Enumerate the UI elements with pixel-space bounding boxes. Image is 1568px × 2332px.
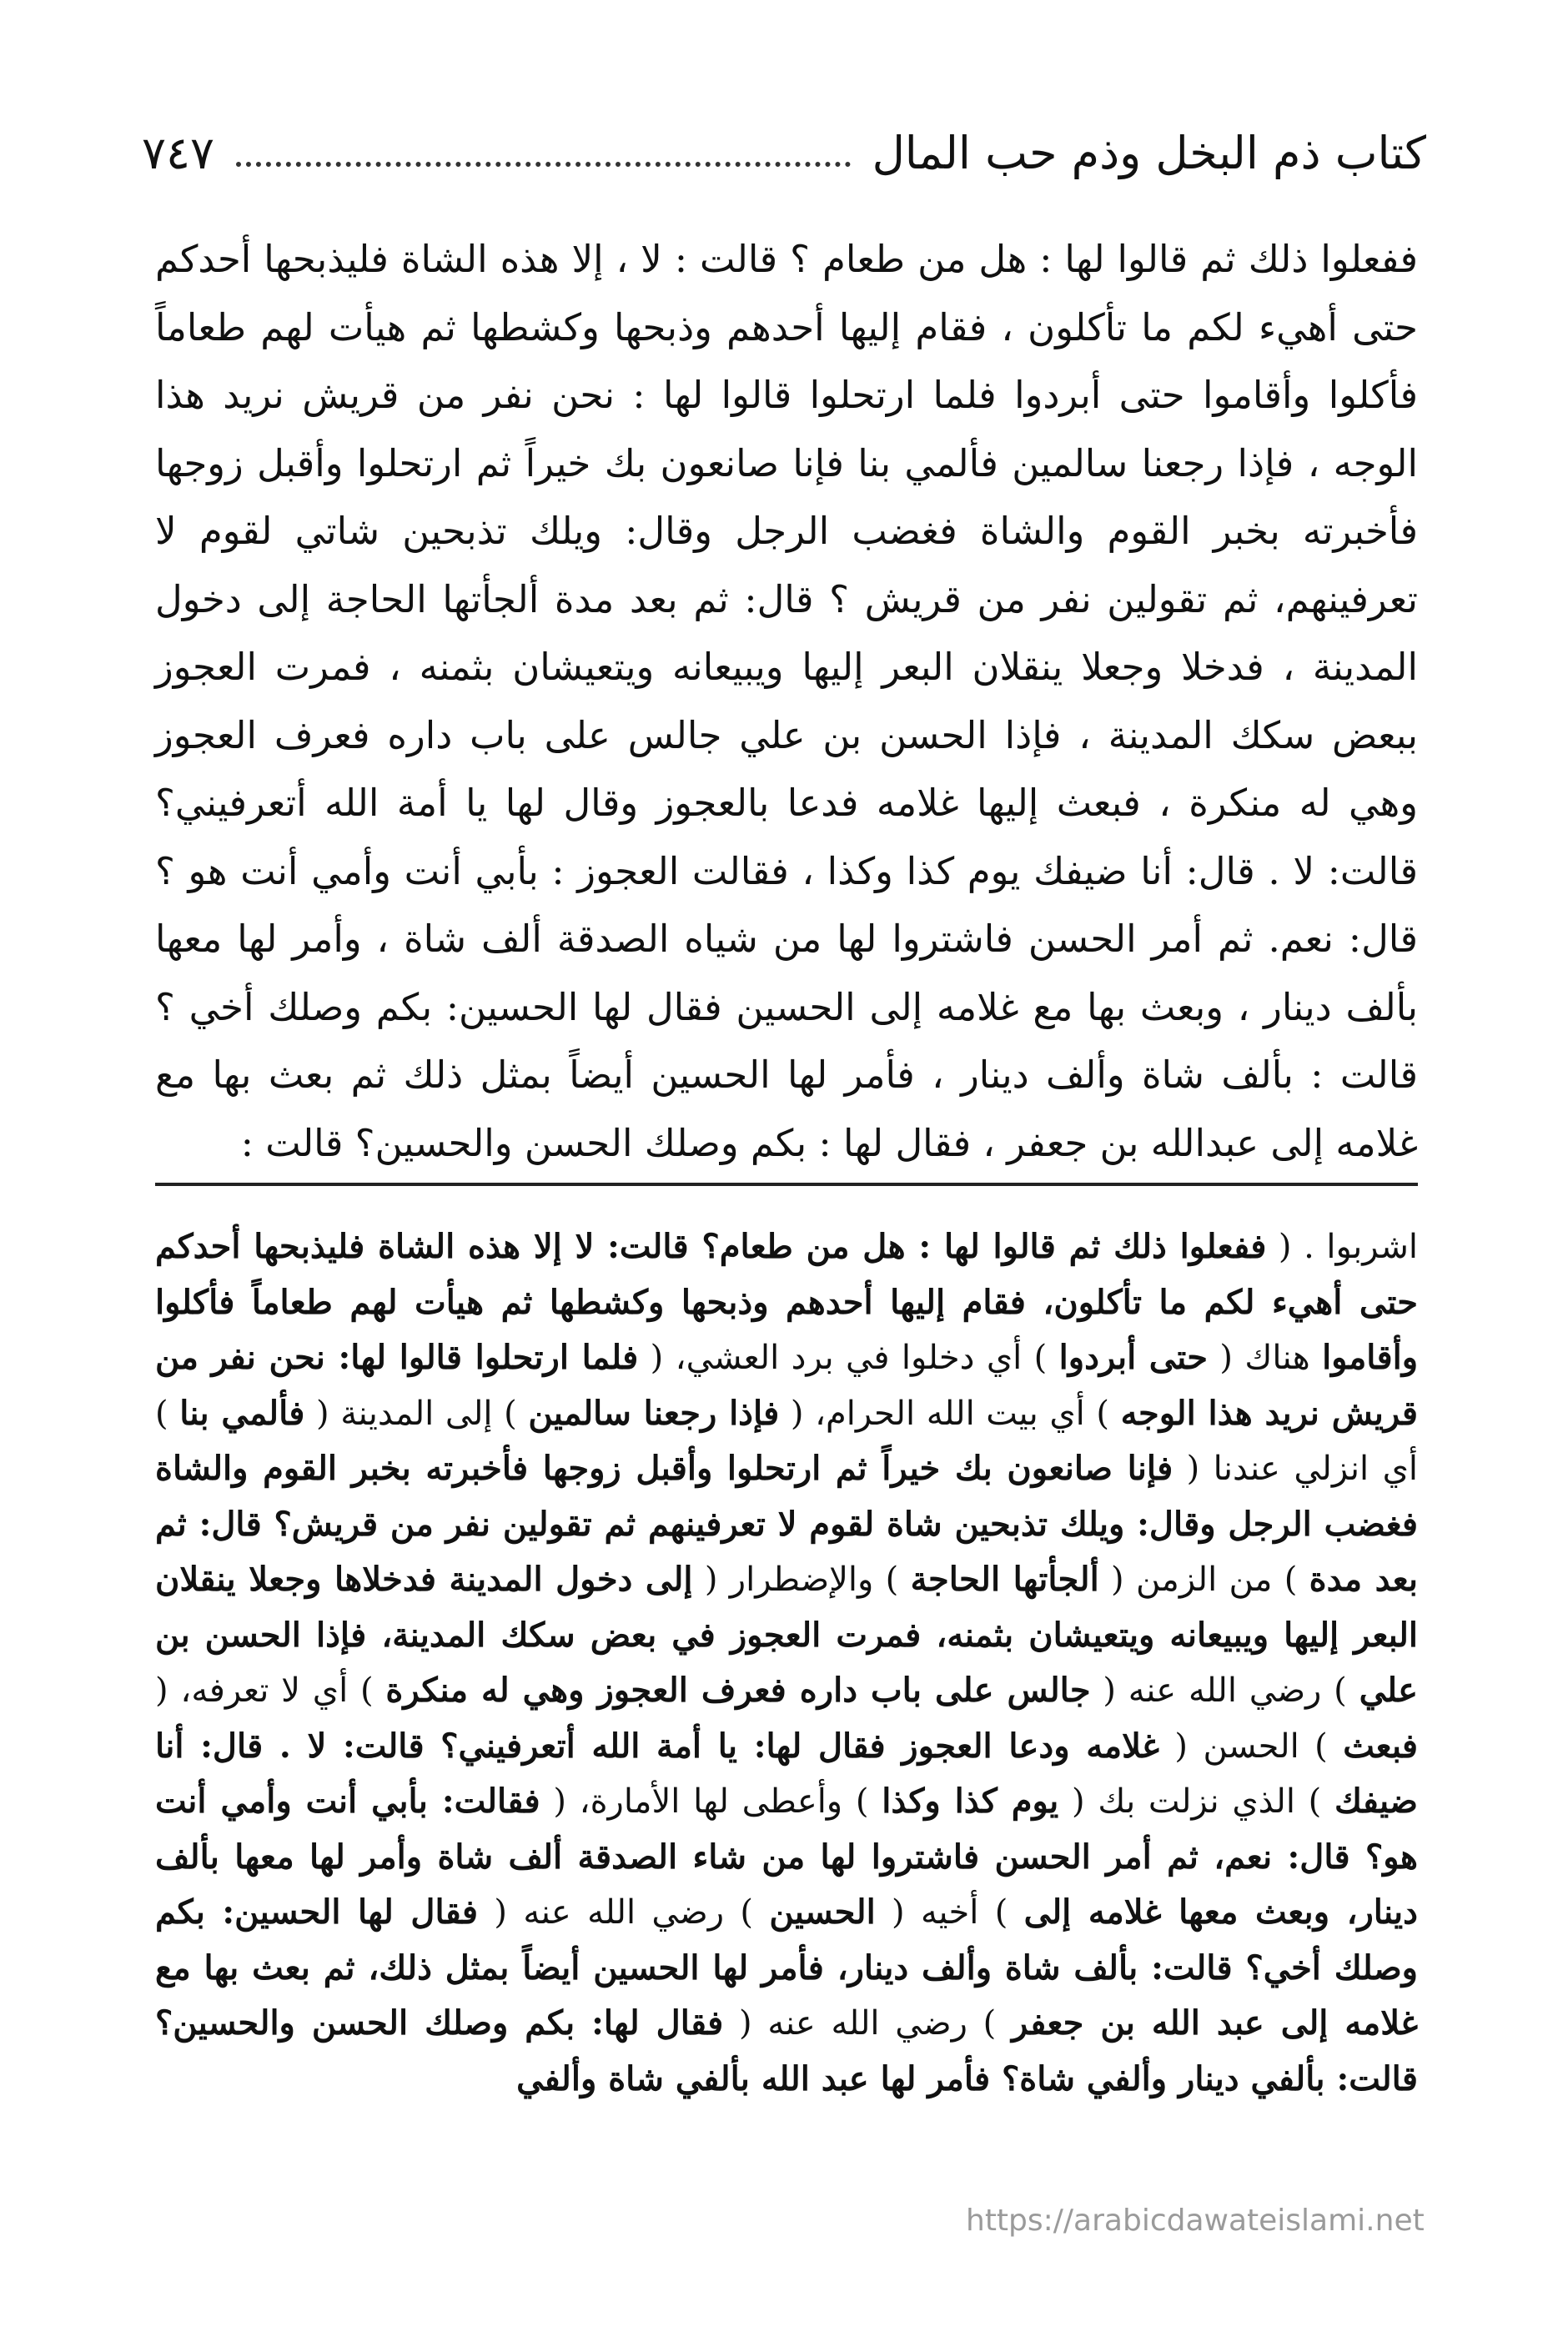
commentary-quote-run: ألجأتها الحاجة [910, 1560, 1099, 1599]
commentary-explanation-run: ) الذي نزلت بك ( [1058, 1782, 1335, 1821]
commentary-explanation-run: ) أخيه ( [875, 1893, 1024, 1932]
commentary-explanation-run: ) من الزمن ( [1098, 1561, 1309, 1599]
commentary-explanation-run: ) إلى المدينة ( [304, 1394, 529, 1433]
footnote-divider [155, 1183, 1418, 1186]
page-header [142, 115, 1426, 190]
chapter-title: كتاب ذم البخل وذم حب المال [872, 126, 1426, 179]
commentary-explanation-run: اشربوا . ( [1266, 1228, 1419, 1266]
commentary-explanation-run: هناك ( [1207, 1339, 1323, 1377]
commentary-quote-run: الحسين [769, 1892, 876, 1932]
commentary-quote-run: إلى دخول المدينة فدخلاها وجعلا ينقلان البعر إليها ويبيعانه ويتعيشان بثمنه، فمرت العجوز في بعض سكك المدينة، فإذا الحسن بن علي [155, 1560, 1419, 1710]
commentary-quote-run: فقال لها: بكم وصلك الحسن والحسين؟ قالت: بألفي دينار وألفي شاة؟ فأمر لها عبد الله بألفي شاة وألفي [155, 2003, 1418, 2098]
commentary-quote-run: يوم كذا وكذا [882, 1782, 1059, 1821]
commentary-explanation-run: ) أي لا تعرفه، ( [155, 1671, 386, 1710]
commentary-block [155, 1219, 1418, 2107]
commentary-quote-run: جالس على باب داره فعرف العجوز وهي له منكرة [385, 1671, 1091, 1710]
commentary-quote-run: ففعلوا ذلك ثم قالوا لها : هل من طعام؟ قالت: لا إلا هذه الشاة فليذبحها أحدكم حتى أهيء لكم ما تأكلون، فقام إليها أحدهم وذبحها وكشطها ثم هيأت لهم طعاماً فأكلوا وأقاموا [155, 1227, 1419, 1377]
commentary-quote-run: حتى أبردوا [1058, 1338, 1208, 1377]
commentary-quote-run: فبعث [1343, 1726, 1419, 1766]
commentary-quote-run: فإنا صانعون بك خيراً ثم ارتحلوا وأقبل زوجها فأخبرته بخبر القوم والشاة فغضب الرجل وقال: ويلك تذبحين شاة لقوم لا تعرفينهم ثم تقولين نفر من قريش؟ قال: ثم بعد مدة [155, 1449, 1418, 1599]
commentary-explanation-run: ) والإضطرار ( [692, 1561, 911, 1599]
main-paragraph: ففعلوا ذلك ثم قالوا لها : هل من طعام ؟ قالت : لا ، إلا هذه الشاة فليذبحها أحدكم حتى أهيء لكم ما تأكلون ، فقام إليها أحدهم وذبحها وكشطها ثم هيأت لهم طعاماً فأكلوا وأقاموا حتى أبردوا فلما ارتحلوا قالوا لها : نحن نفر من قريش نريد هذا الوجه ، فإذا رجعنا سالمين فألمي بنا فإنا صانعون بك خيراً ثم ارتحلوا وأقبل زوجها فأخبرته بخبر القوم والشاة فغضب الرجل وقال: ويلك تذبحين شاتي لقوم لا تعرفينهم، ثم تقولين نفر من قريش ؟ قال: ثم بعد مدة ألجأتها الحاجة إلى دخول المدينة ، فدخلا وجعلا ينقلان البعر إليها ويبيعانه ويتعيشان بثمنه ، فمرت العجوز ببعض سكك المدينة ، فإذا الحسن بن علي جالس على باب داره فعرف العجوز وهي له منكرة ، فبعث إليها غلامه فدعا بالعجوز وقال لها يا أمة الله أتعرفيني؟ قالت: لا . قال: أنا ضيفك يوم كذا وكذا ، فقالت العجوز : بأبي أنت وأمي أنت هو ؟ قال: نعم. ثم أمر الحسن فاشتروا لها من شياه الصدقة ألف شاة ، وأمر لها معها بألف دينار ، وبعث بها مع غلامه إلى الحسين فقال لها الحسين: بكم وصلك أخي ؟ قالت : بألف شاة وألف دينار ، فأمر لها الحسين أيضاً بمثل ذلك ثم بعث بها مع غلامه إلى عبدالله بن جعفر ، فقال لها : بكم وصلك الحسن والحسين؟ قالت : [155, 237, 1418, 1165]
commentary-explanation-run: ) أي انزلي عندنا ( [155, 1394, 1419, 1488]
commentary-explanation-run: ) رضي الله عنه ( [478, 1893, 770, 1932]
main-text-block [155, 225, 1418, 1177]
page-number: ٧٤٧ [142, 126, 215, 179]
header-dotted-leader [236, 162, 851, 167]
watermark-url: https://arabicdawateislami.net [966, 2204, 1425, 2238]
commentary-quote-run: فإذا رجعنا سالمين [528, 1393, 780, 1433]
commentary-quote-run: فقالت: بأبي أنت وأمي أنت هو؟ قال: نعم، ثم أمر الحسن فاشتروا لها من شاء الصدقة ألف شاة وأمر لها معها بألف دينار، وبعث معها غلامه إلى [155, 1782, 1418, 1932]
commentary-explanation-run: ) رضي الله عنه ( [1090, 1671, 1359, 1710]
commentary-explanation-run: ) وأعطى لها الأمارة، ( [540, 1782, 882, 1821]
commentary-quote-run: غلامه ودعا العجوز فقال لها: يا أمة الله أتعرفيني؟ قالت: لا . قال: أنا ضيفك [155, 1726, 1418, 1821]
commentary-quote-run: فألمي بنا [179, 1393, 305, 1433]
commentary-explanation-run: ) أي بيت الله الحرام، ( [779, 1394, 1121, 1433]
commentary-paragraph [155, 1219, 1418, 2107]
commentary-quote-run: فلما ارتحلوا قالوا لها: نحن نفر من قريش نريد هذا الوجه [155, 1338, 1419, 1433]
commentary-explanation-run: ) الحسن ( [1158, 1726, 1344, 1766]
commentary-explanation-run: ) رضي الله عنه ( [723, 2004, 1013, 2043]
commentary-quote-run: فقال لها الحسين: بكم وصلك أخي؟ قالت: بألف شاة وألف دينار، فأمر لها الحسين أيضاً بمثل ذلك، ثم بعث بها مع غلامه إلى عبد الله بن جعفر [155, 1892, 1418, 2043]
commentary-explanation-run: ) أي دخلوا في برد العشي، ( [638, 1339, 1059, 1377]
